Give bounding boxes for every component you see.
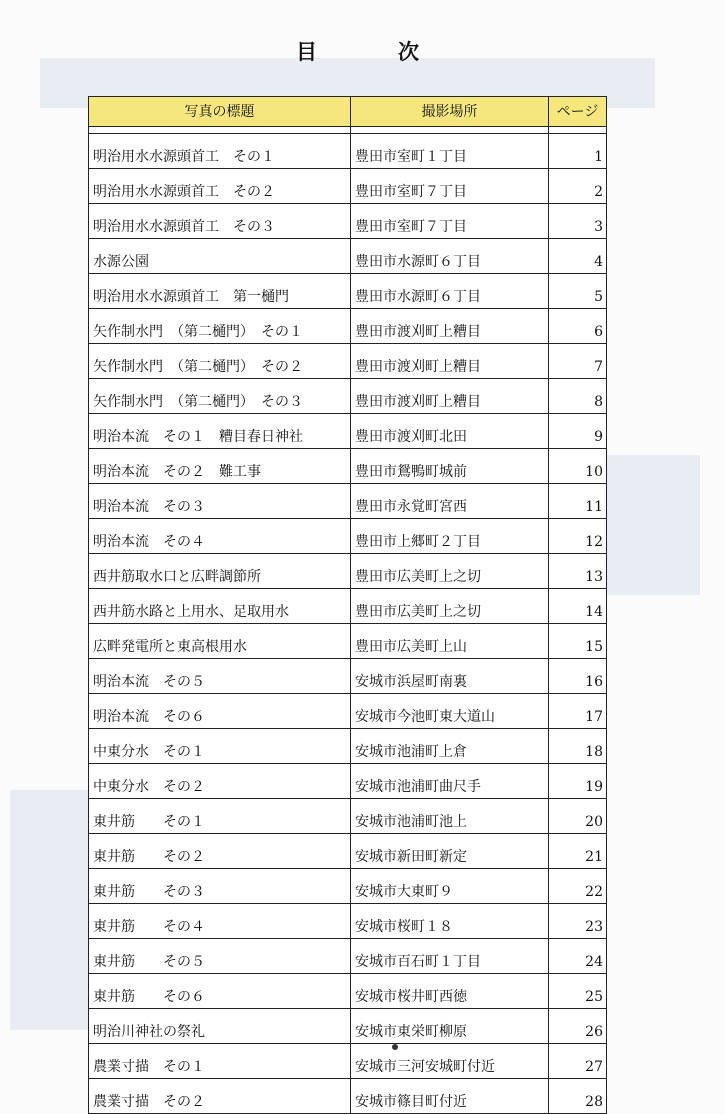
row-page-number: 4 [549,239,607,274]
table-header-row [89,97,607,127]
row-page-number: 22 [549,869,607,904]
row-title: 明治本流 その２ 難工事 [89,449,351,484]
row-title: 明治川神社の祭礼 [89,1009,351,1044]
row-page-number: 27 [549,1044,607,1079]
row-title: 西井筋水路と上用水、足取用水 [89,589,351,624]
row-location: 安城市桜町１８ [351,904,549,939]
row-location: 安城市篠目町付近 [351,1079,549,1114]
row-title: 東井筋 その６ [89,974,351,1009]
row-page-number: 1 [549,134,607,169]
column-header-page: ページ [549,97,607,127]
row-page-number: 8 [549,379,607,414]
header-spacer [89,127,607,134]
table-row [89,869,607,904]
row-page-number: 16 [549,659,607,694]
row-page-number: 26 [549,1009,607,1044]
row-location: 豊田市広美町上之切 [351,554,549,589]
row-page-number: 18 [549,729,607,764]
row-title: 明治用水水源頭首工 第一樋門 [89,274,351,309]
contents-table [88,96,607,1114]
table-row [89,274,607,309]
table-row [89,974,607,1009]
row-location: 安城市池浦町上倉 [351,729,549,764]
row-page-number: 14 [549,589,607,624]
row-title: 水源公園 [89,239,351,274]
row-page-number: 25 [549,974,607,1009]
row-page-number: 19 [549,764,607,799]
table-row [89,134,607,169]
row-title: 明治本流 その５ [89,659,351,694]
table-row [89,904,607,939]
row-location: 安城市浜屋町南裏 [351,659,549,694]
table-row [89,449,607,484]
bleed-through-right [600,455,700,595]
row-title: 明治本流 その６ [89,694,351,729]
row-title: 西井筋取水口と広畔調節所 [89,554,351,589]
row-page-number: 9 [549,414,607,449]
row-title: 東井筋 その３ [89,869,351,904]
row-location: 豊田市水源町６丁目 [351,274,549,309]
table-row [89,204,607,239]
row-location: 豊田市上郷町２丁目 [351,519,549,554]
row-title: 広畔発電所と東高根用水 [89,624,351,659]
row-title: 明治本流 その４ [89,519,351,554]
table-row [89,344,607,379]
row-title: 中東分水 その１ [89,729,351,764]
row-location: 安城市三河安城町付近 [351,1044,549,1079]
table-row [89,169,607,204]
row-location: 豊田市渡刈町上糟目 [351,379,549,414]
table-row [89,834,607,869]
table-row [89,239,607,274]
row-title: 東井筋 その２ [89,834,351,869]
table-row [89,624,607,659]
page-title: 目 次 [296,39,449,64]
table-row [89,1079,607,1114]
column-header-title: 写真の標題 [89,97,351,127]
row-title: 中東分水 その２ [89,764,351,799]
row-location: 豊田市広美町上山 [351,624,549,659]
row-page-number: 23 [549,904,607,939]
row-location: 豊田市永覚町宮西 [351,484,549,519]
row-title: 明治本流 その３ [89,484,351,519]
column-header-location: 撮影場所 [351,97,549,127]
row-page-number: 21 [549,834,607,869]
row-location: 豊田市渡刈町上糟目 [351,309,549,344]
row-title: 東井筋 その４ [89,904,351,939]
table-row [89,799,607,834]
row-title: 明治本流 その１ 糟目春日神社 [89,414,351,449]
table-row [89,764,607,799]
row-location: 安城市今池町東大道山 [351,694,549,729]
row-page-number: 13 [549,554,607,589]
row-location: 豊田市室町７丁目 [351,204,549,239]
table-row [89,659,607,694]
table-row [89,939,607,974]
row-page-number: 17 [549,694,607,729]
row-page-number: 3 [549,204,607,239]
row-title: 明治用水水源頭首工 その１ [89,134,351,169]
row-title: 東井筋 その５ [89,939,351,974]
row-title: 農業寸描 その１ [89,1044,351,1079]
row-location: 豊田市室町７丁目 [351,169,549,204]
row-title: 矢作制水門 （第二樋門） その２ [89,344,351,379]
table-row [89,484,607,519]
row-title: 農業寸描 その２ [89,1079,351,1114]
row-location: 豊田市渡刈町北田 [351,414,549,449]
row-page-number: 7 [549,344,607,379]
row-page-number: 15 [549,624,607,659]
row-page-number: 24 [549,939,607,974]
row-location: 豊田市広美町上之切 [351,589,549,624]
page-dot-mark [392,1044,398,1050]
row-location: 豊田市鴛鴨町城前 [351,449,549,484]
row-page-number: 20 [549,799,607,834]
row-page-number: 6 [549,309,607,344]
row-title: 明治用水水源頭首工 その２ [89,169,351,204]
table-row [89,729,607,764]
row-location: 豊田市水源町６丁目 [351,239,549,274]
row-page-number: 12 [549,519,607,554]
row-location: 安城市新田町新定 [351,834,549,869]
row-page-number: 2 [549,169,607,204]
table-row [89,309,607,344]
table-row [89,694,607,729]
row-title: 明治用水水源頭首工 その３ [89,204,351,239]
table-row [89,589,607,624]
table-row [89,554,607,589]
row-page-number: 11 [549,484,607,519]
table-row [89,379,607,414]
row-location: 安城市百石町１丁目 [351,939,549,974]
table-body [89,127,607,1114]
row-location: 安城市池浦町池上 [351,799,549,834]
row-page-number: 28 [549,1079,607,1114]
row-title: 矢作制水門 （第二樋門） その３ [89,379,351,414]
row-title: 矢作制水門 （第二樋門） その１ [89,309,351,344]
table-row [89,414,607,449]
row-page-number: 5 [549,274,607,309]
row-location: 豊田市室町１丁目 [351,134,549,169]
row-location: 安城市東栄町柳原 [351,1009,549,1044]
row-title: 東井筋 その１ [89,799,351,834]
table-row [89,1044,607,1079]
row-location: 豊田市渡刈町上糟目 [351,344,549,379]
row-location: 安城市池浦町曲尺手 [351,764,549,799]
row-page-number: 10 [549,449,607,484]
row-location: 安城市桜井町西徳 [351,974,549,1009]
table-row [89,519,607,554]
row-location: 安城市大東町９ [351,869,549,904]
table-row [89,1009,607,1044]
